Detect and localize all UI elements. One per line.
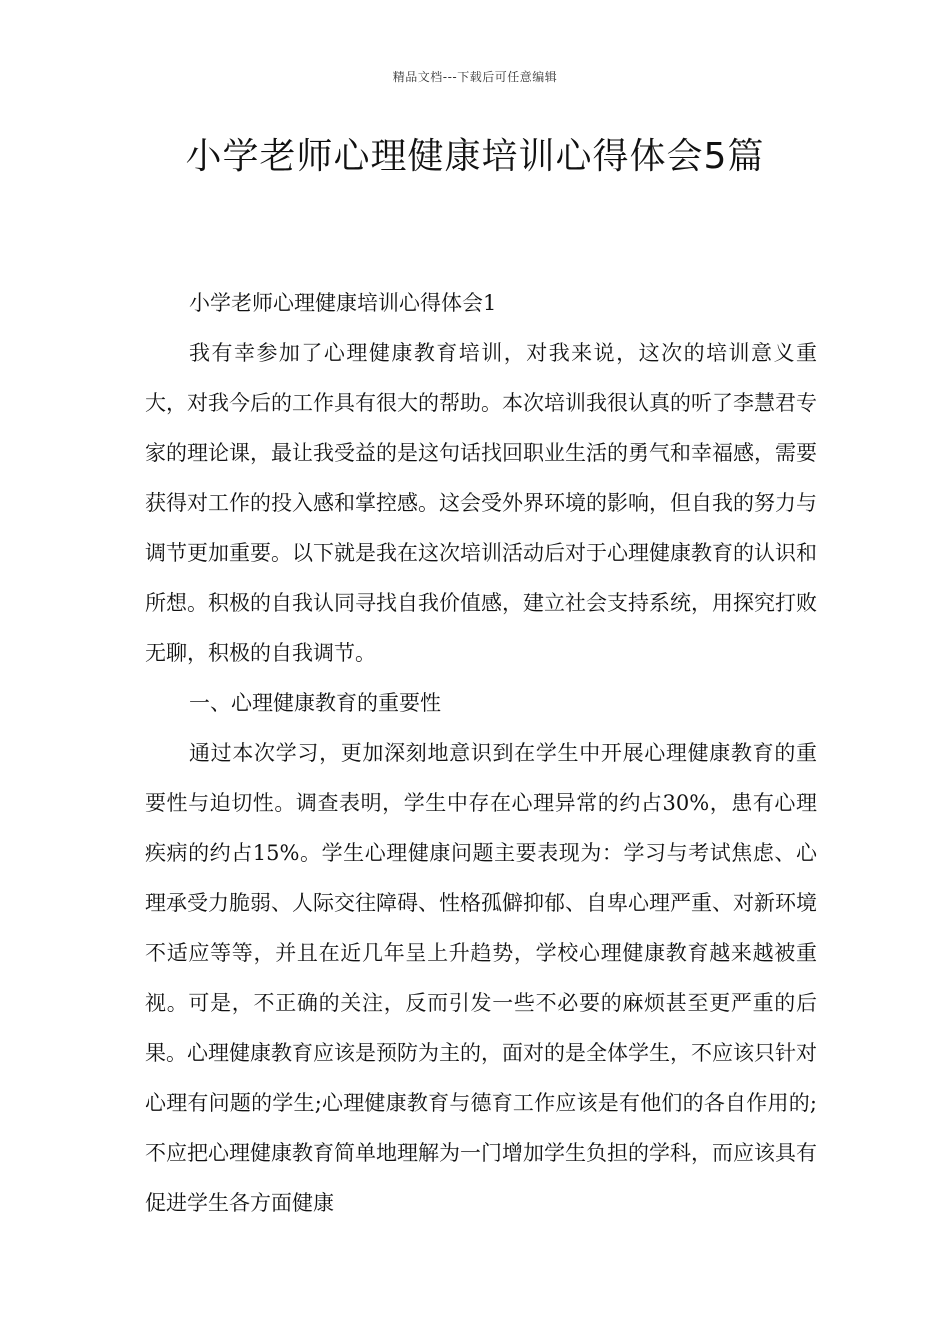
body-paragraph: 通过本次学习，更加深刻地意识到在学生中开展心理健康教育的重要性与迫切性。调查表明，学生中存在心理异常的约占30%，患有心理疾病的约占15%。学生心理健康问题主要表现为：学习与考试焦虑、心理承受力脆弱、人际交往障碍、性格孤僻抑郁、自卑心理严重、对新环境不适应等等，并且在近几年呈上升趋势，学校心理健康教育越来越被重视。可是，不正确的关注，反而引发一些不必要的麻烦甚至更严重的后果。心理健康教育应该是预防为主的，面对的是全体学生，不应该只针对心理有问题的学生;心理健康教育与德育工作应该是有他们的各自作用的;不应把心理健康教育简单地理解为一门增加学生负担的学科，而应该具有促进学生各方面健康 bbox=[145, 741, 817, 1215]
body-paragraph: 我有幸参加了心理健康教育培训，对我来说，这次的培训意义重大，对我今后的工作具有很大的帮助。本次培训我很认真的听了李慧君专家的理论课，最让我受益的是这句话找回职业生活的勇气和幸福感，需要获得对工作的投入感和掌控感。这会受外界环境的影响，但自我的努力与调节更加重要。以下就是我在这次培训活动后对于心理健康教育的认识和所想。积极的自我认同寻找自我价值感，建立社会支持系统，用探究打败无聊，积极的自我调节。 bbox=[145, 341, 817, 665]
section-heading: 小学老师心理健康培训心得体会1 bbox=[189, 291, 497, 315]
subsection-heading: 一、心理健康教育的重要性 bbox=[189, 691, 441, 715]
document-body bbox=[145, 278, 817, 1228]
header-note: 精品文档---下载后可任意编辑 bbox=[392, 70, 558, 84]
document-title: 小学老师心理健康培训心得体会5篇 bbox=[185, 136, 765, 177]
